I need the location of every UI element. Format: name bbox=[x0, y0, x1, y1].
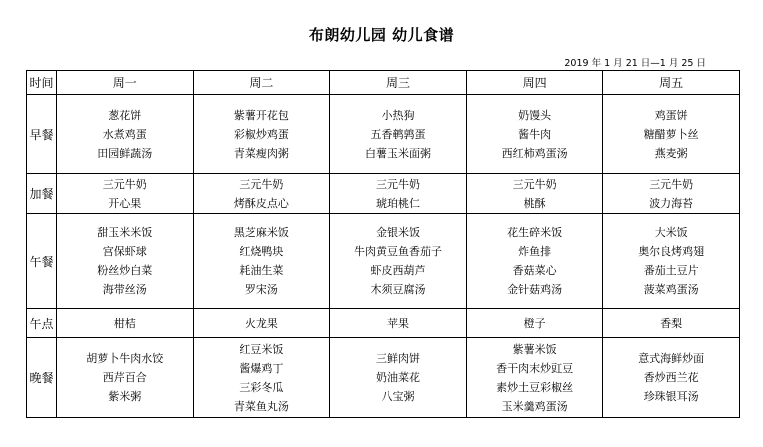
menu-cell bbox=[193, 309, 330, 338]
dish-item: 奥尔良烤鸡翅 bbox=[638, 245, 705, 258]
dish-item: 黑芝麻米饭 bbox=[233, 226, 289, 239]
dish-item: 西芹百合 bbox=[102, 371, 147, 384]
dish-item: 开心果 bbox=[108, 196, 142, 210]
dish-item: 宫保虾球 bbox=[102, 245, 147, 258]
dish-item: 红烧鸭块 bbox=[239, 245, 284, 258]
dish-item: 烤酥皮点心 bbox=[233, 196, 289, 210]
dish-item: 胡萝卜牛肉水饺 bbox=[86, 352, 164, 365]
menu-cell bbox=[330, 338, 467, 418]
dish-item: 桃酥 bbox=[523, 196, 546, 210]
menu-cell bbox=[466, 174, 603, 214]
day-header: 周一 bbox=[57, 71, 194, 95]
menu-cell bbox=[330, 309, 467, 338]
day-header: 周三 bbox=[330, 71, 467, 95]
dish-item: 奶油菜花 bbox=[375, 371, 420, 384]
day-header: 周四 bbox=[466, 71, 603, 95]
dish-item: 三元牛奶 bbox=[375, 177, 420, 191]
dish-item: 柑桔 bbox=[113, 316, 136, 330]
dish-item: 玉米羹鸡蛋汤 bbox=[501, 399, 568, 413]
menu-cell bbox=[603, 214, 740, 309]
meal-label: 午餐 bbox=[27, 214, 57, 309]
menu-cell bbox=[603, 174, 740, 214]
dish-item: 八宝粥 bbox=[381, 390, 415, 403]
menu-cell bbox=[466, 95, 603, 174]
dish-item: 香梨 bbox=[660, 316, 683, 330]
dish-item: 白薯玉米面粥 bbox=[364, 146, 431, 160]
dish-item: 糖醋萝卜丝 bbox=[643, 127, 699, 141]
meal-row bbox=[27, 214, 740, 309]
dish-item: 紫薯开花包 bbox=[233, 108, 289, 122]
dish-item: 鸡蛋饼 bbox=[654, 108, 688, 122]
dish-item: 琥珀桃仁 bbox=[375, 196, 420, 210]
dish-item: 香干肉末炒豇豆 bbox=[496, 361, 574, 375]
dish-item: 燕麦粥 bbox=[654, 146, 688, 160]
dish-item: 粉丝炒白菜 bbox=[97, 264, 153, 277]
dish-item: 牛肉黄豆鱼香茄子 bbox=[353, 245, 442, 258]
menu-cell bbox=[603, 338, 740, 418]
dish-item: 红豆米饭 bbox=[239, 342, 284, 356]
meal-row bbox=[27, 338, 740, 418]
menu-cell bbox=[57, 95, 194, 174]
menu-cell bbox=[193, 174, 330, 214]
menu-cell bbox=[193, 95, 330, 174]
dish-item: 三鲜肉饼 bbox=[375, 352, 420, 365]
meal-label: 晚餐 bbox=[27, 338, 57, 418]
dish-item: 三彩冬瓜 bbox=[239, 380, 284, 394]
dish-item: 罗宋汤 bbox=[244, 283, 278, 296]
dish-item: 耗油生菜 bbox=[239, 264, 284, 277]
header-row bbox=[27, 71, 740, 95]
menu-cell bbox=[193, 214, 330, 309]
menu-cell bbox=[330, 214, 467, 309]
menu-cell bbox=[603, 95, 740, 174]
dish-item: 虾皮西葫芦 bbox=[370, 264, 426, 277]
menu-body bbox=[27, 95, 740, 418]
page-title: 布朗幼儿园 幼儿食谱 bbox=[308, 26, 455, 44]
menu-cell bbox=[57, 309, 194, 338]
meal-label: 早餐 bbox=[27, 95, 57, 174]
dish-item: 菠菜鸡蛋汤 bbox=[643, 283, 699, 296]
menu-cell bbox=[193, 338, 330, 418]
dish-item: 珍珠银耳汤 bbox=[643, 390, 699, 403]
dish-item: 橙子 bbox=[523, 316, 546, 330]
menu-cell bbox=[330, 95, 467, 174]
dish-item: 木须豆腐汤 bbox=[370, 283, 426, 296]
dish-item: 火龙果 bbox=[244, 316, 278, 330]
menu-table bbox=[26, 70, 740, 418]
dish-item: 素炒土豆彩椒丝 bbox=[496, 380, 574, 394]
menu-cell bbox=[57, 338, 194, 418]
dish-item: 彩椒炒鸡蛋 bbox=[233, 127, 289, 141]
dish-item: 三元牛奶 bbox=[512, 177, 557, 191]
dish-item: 西红柿鸡蛋汤 bbox=[501, 146, 568, 160]
dish-item: 葱花饼 bbox=[108, 108, 142, 122]
dish-item: 水煮鸡蛋 bbox=[102, 127, 147, 141]
dish-item: 金针菇鸡汤 bbox=[507, 283, 563, 296]
time-header: 时间 bbox=[27, 71, 57, 95]
dish-item: 花生碎米饭 bbox=[507, 226, 563, 239]
dish-item: 五香鹌鹑蛋 bbox=[370, 127, 426, 141]
menu-cell bbox=[466, 214, 603, 309]
day-header: 周二 bbox=[193, 71, 330, 95]
dish-item: 田园鲜蔬汤 bbox=[97, 146, 153, 160]
dish-item: 三元牛奶 bbox=[239, 177, 284, 191]
dish-item: 奶馒头 bbox=[518, 108, 552, 122]
dish-item: 波力海苔 bbox=[649, 196, 694, 210]
dish-item: 大米饭 bbox=[654, 226, 688, 239]
dish-item: 三元牛奶 bbox=[649, 177, 694, 191]
meal-label: 加餐 bbox=[27, 174, 57, 214]
menu-cell bbox=[603, 309, 740, 338]
menu-cell bbox=[57, 174, 194, 214]
dish-item: 紫米粥 bbox=[108, 390, 142, 403]
menu-cell bbox=[57, 214, 194, 309]
dish-item: 香菇菜心 bbox=[512, 264, 557, 277]
meal-row bbox=[27, 174, 740, 214]
day-header: 周五 bbox=[603, 71, 740, 95]
dish-item: 香炒西兰花 bbox=[643, 371, 699, 384]
dish-item: 海带丝汤 bbox=[102, 283, 147, 296]
dish-item: 意式海鲜炒面 bbox=[638, 352, 705, 365]
meal-label: 午点 bbox=[27, 309, 57, 338]
meal-row bbox=[27, 95, 740, 174]
dish-item: 苹果 bbox=[386, 316, 409, 330]
dish-item: 炸鱼排 bbox=[518, 245, 552, 258]
dish-item: 金银米饭 bbox=[375, 226, 420, 239]
menu-cell bbox=[466, 309, 603, 338]
dish-item: 小热狗 bbox=[381, 108, 415, 122]
menu-cell bbox=[466, 338, 603, 418]
dish-item: 甜玉米米饭 bbox=[97, 226, 153, 239]
dish-item: 番茄土豆片 bbox=[643, 264, 699, 277]
date-range: 2019 年 1 月 21 日—1 月 25 日 bbox=[564, 58, 706, 69]
dish-item: 紫薯米饭 bbox=[512, 342, 557, 356]
dish-item: 酱牛肉 bbox=[518, 127, 552, 141]
menu-cell bbox=[330, 174, 467, 214]
dish-item: 酱爆鸡丁 bbox=[239, 361, 284, 375]
dish-item: 三元牛奶 bbox=[102, 177, 147, 191]
dish-item: 青菜瘦肉粥 bbox=[233, 146, 289, 160]
dish-item: 青菜鱼丸汤 bbox=[233, 399, 289, 413]
meal-row bbox=[27, 309, 740, 338]
